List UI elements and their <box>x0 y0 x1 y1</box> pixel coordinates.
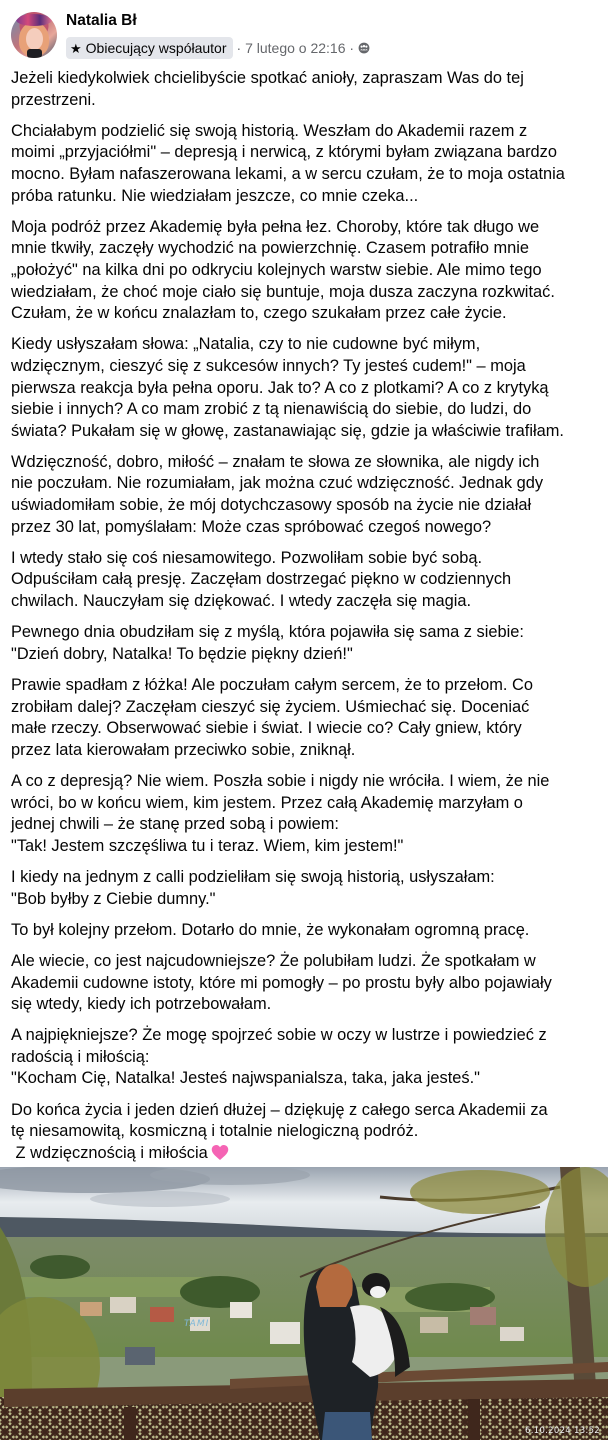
post-body <box>11 68 601 1174</box>
post-paragraph <box>11 920 601 942</box>
paragraph-line: tę niesamowitą, kosmiczną i totalnie nielogiczną podróż. <box>11 1122 419 1141</box>
post-paragraph <box>11 548 601 613</box>
paragraph-line: radością i miłością: <box>11 1047 150 1066</box>
author-name[interactable]: Natalia Bł <box>66 12 137 29</box>
paragraph-line <box>11 1143 601 1165</box>
post-photo[interactable] <box>0 1167 608 1440</box>
post-paragraph <box>11 622 601 665</box>
post-meta <box>66 37 370 59</box>
paragraph-line: siebie i innych? A co mam zrobić z tą nienawiścią do siebie, do ludzi, do <box>11 400 532 419</box>
post-paragraph <box>11 951 601 1016</box>
photo-date-stamp: 6.10.2024 13:52 <box>525 1426 600 1436</box>
paragraph-line: małe rzeczy. Obserwować siebie i świat. I wiecie co? Cały gniew, który <box>11 719 522 738</box>
paragraph-line: "Dzień dobry, Natalka! To będzie piękny dzień!" <box>11 644 353 663</box>
tree-leaves <box>410 1170 550 1214</box>
paragraph-line: Kiedy usłyszałam słowa: „Natalia, czy to nie cudowne być miłym, <box>11 335 481 354</box>
badge-label: Obiecujący współautor <box>85 40 227 56</box>
post-paragraph <box>11 452 601 538</box>
paragraph-line: Wdzięczność, dobro, miłość – znałam te słowa ze słownika, ale nigdy ich <box>11 452 540 471</box>
paragraph-line: przez lata kierowałam przeciwko sobie, zniknął. <box>11 740 356 759</box>
paragraph-line: uświadomiłam sobie, że mój dotychczasowy sposób na życie nie działał <box>11 496 532 515</box>
trees <box>30 1255 90 1279</box>
paragraph-line: "Tak! Jestem szczęśliwa tu i teraz. Wiem, kim jestem!" <box>11 836 404 855</box>
paragraph-line: Akademii cudowne istoty, które mi pomogły – po prostu były albo pojawiały <box>11 973 552 992</box>
paragraph-line: nie poczułam. Nie rozumiałam, jak można czuć wdzięczność. Jednak gdy <box>11 474 544 493</box>
railing-post <box>468 1399 480 1440</box>
post-paragraph <box>11 217 601 325</box>
paragraph-line: To był kolejny przełom. Dotarło do mnie, że wykonałam ogromną pracę. <box>11 920 530 939</box>
paragraph-line: I wtedy stało się coś niesamowitego. Pozwoliłam sobie być sobą. <box>11 548 482 567</box>
paragraph-line: wiedziałam, że choć moje ciało się buntuje, moja dusza zaczyna rozkwitać. <box>11 282 555 301</box>
post-paragraph <box>11 1100 601 1165</box>
paragraph-line: "Kocham Cię, Natalka! Jesteś najwspanialsza, taka, jaka jesteś." <box>11 1069 480 1088</box>
paragraph-line: A najpiękniejsze? Że mogę spojrzeć sobie w oczy w lustrze i powiedzieć z <box>11 1026 547 1045</box>
post-paragraph <box>11 68 601 111</box>
avatar-face <box>26 28 43 50</box>
paragraph-line: zrobiłam dalej? Zaczęłam cieszyć się życiem. Uśmiechać się. Doceniać <box>11 697 530 716</box>
post-paragraph <box>11 675 601 761</box>
paragraph-line: wdzięcznym, cieszyć się z sukcesów innych? Ty jesteś cudem!" – moja <box>11 356 526 375</box>
contributor-badge[interactable] <box>66 37 233 59</box>
post-timestamp[interactable]: · 7 lutego o 22:16 · <box>236 40 355 56</box>
paragraph-line: Pewnego dnia obudziłam się z myślą, która pojawiła się sama z siebie: <box>11 623 524 642</box>
paragraph-line: Ale wiecie, co jest najcudowniejsze? Że polubiłam ludzi. Że spotkałam w <box>11 951 536 970</box>
trees <box>405 1283 495 1311</box>
paragraph-line: Moja podróż przez Akademię była pełna łez. Choroby, które tak długo we <box>11 217 540 236</box>
paragraph-line: świata? Pukałam się w głowę, zastanawiając się, gdzie ja właściwie trafiłam. <box>11 421 564 440</box>
paragraph-line: A co z depresją? Nie wiem. Poszła sobie i nigdy nie wróciła. I wiem, że nie <box>11 771 550 790</box>
star-icon: ★ <box>70 40 82 56</box>
avatar-flower-crown <box>16 14 52 26</box>
post-paragraph <box>11 121 601 207</box>
railing-post <box>124 1407 136 1440</box>
post-paragraph <box>11 334 601 442</box>
paragraph-line: przez 30 lat, pomyślałam: Może czas spróbować czegoś nowego? <box>11 517 492 536</box>
paragraph-line: "Bob byłby z Ciebie dumny." <box>11 889 216 908</box>
closing-line-text: Z wdzięcznością i miłościa <box>11 1143 208 1162</box>
railing-graffiti: TAMI <box>184 1319 210 1329</box>
paragraph-line: pierwsza reakcja była pełna oporu. Jak to? A co z plotkami? A co z krytyką <box>11 378 549 397</box>
post-header <box>0 0 608 66</box>
pink-heart-icon <box>211 1144 229 1161</box>
paragraph-line: jednej chwili – że stanę przed sobą i powiem: <box>11 815 339 834</box>
cloud <box>90 1191 230 1207</box>
paragraph-line: mocno. Byłam nafaszerowana lekami, a w sercu czułam, że to moja ostatnia <box>11 164 565 183</box>
paragraph-line: I kiedy na jednym z calli podzieliłam się swoją historią, usłyszałam: <box>11 867 495 886</box>
paragraph-line: Prawie spadłam z łóżka! Ale poczułam całym sercem, że to przełom. Co <box>11 676 533 694</box>
paragraph-line: Odpuściłam całą presję. Zaczęłam dostrzegać piękno w codziennych <box>11 570 512 589</box>
post-paragraph <box>11 867 601 910</box>
avatar-collar <box>27 49 42 58</box>
post-paragraph <box>11 771 601 857</box>
paragraph-line: Do końca życia i jeden dzień dłużej – dziękuję z całego serca Akademii za <box>11 1100 548 1119</box>
paragraph-line: „położyć" na kilka dni po odkryciu kolejnych warstw siebie. Ale mimo tego <box>11 260 542 279</box>
paragraph-line: moimi „przyjaciółmi" – depresją i nerwicą, z którymi byłam związana bardzo <box>11 143 557 162</box>
paragraph-line: Chciałabym podzielić się swoją historią. Weszłam do Akademii razem z <box>11 121 528 140</box>
post-paragraph <box>11 1025 601 1090</box>
photo-scene <box>0 1167 608 1440</box>
group-icon <box>358 42 370 54</box>
paragraph-line: próba ratunku. Nie wiedziałam jeszcze, co mnie czeka... <box>11 186 419 205</box>
paragraph-line: Czułam, że w końcu znalazłam to, czego szukałam przez całe życie. <box>11 304 507 323</box>
paragraph-line: się wtedy, kiedy ich potrzebowałam. <box>11 995 272 1014</box>
paragraph-line: chwilach. Nauczyłam się dziękować. I wtedy zaczęła się magia. <box>11 592 472 611</box>
paragraph-line: Jeżeli kiedykolwiek chcielibyście spotkać anioły, zapraszam Was do tej <box>11 69 524 87</box>
paragraph-line: przestrzeni. <box>11 90 96 109</box>
author-avatar[interactable] <box>11 12 57 58</box>
paragraph-line: mnie tkwiły, zaczęły wychodzić na powierzchnię. Czasem potrafiło mnie <box>11 239 530 258</box>
paragraph-line: wróci, bo w końcu wiem, kim jestem. Przez całą Akademię marzyłam o <box>11 793 523 812</box>
